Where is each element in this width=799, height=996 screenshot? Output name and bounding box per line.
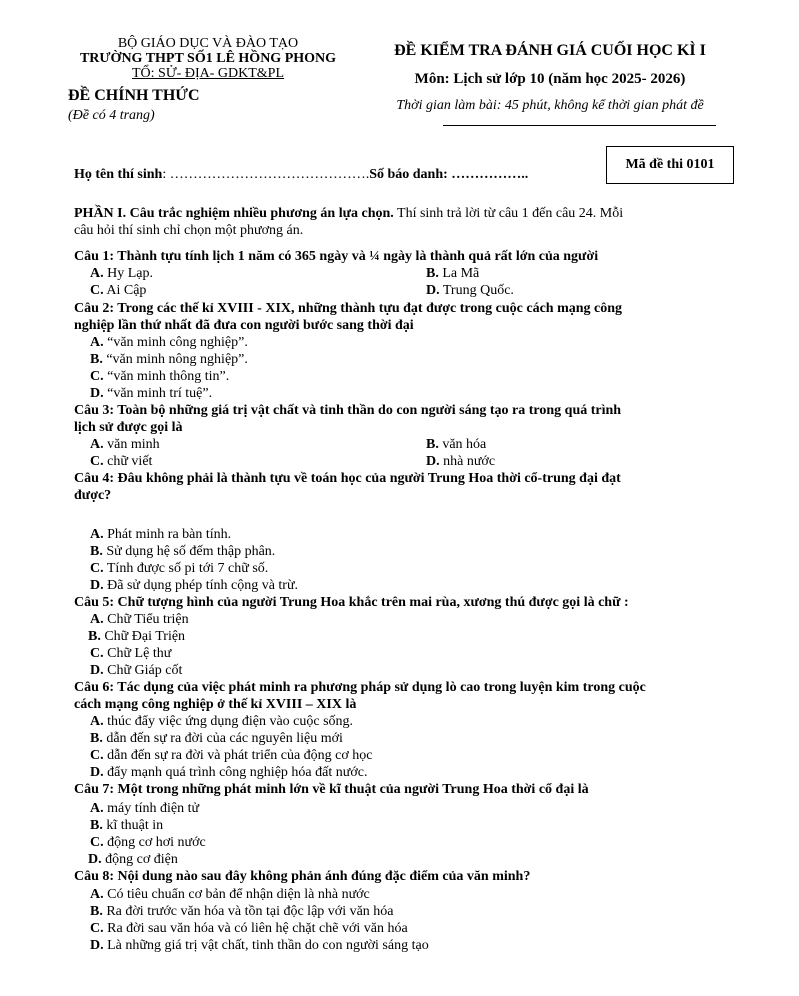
question-4: [74, 470, 734, 504]
option-c[interactable]: C. Tính được số pi tới 7 chữ số.: [90, 561, 269, 576]
candidate-name-label: Họ tên thí sinh: [74, 167, 163, 182]
pages-note: (Đề có 4 trang): [68, 108, 155, 123]
option-b[interactable]: B. Ra đời trước văn hóa và tồn tại độc lập với văn hóa: [90, 904, 394, 919]
option-c[interactable]: C. dẫn đến sự ra đời và phát triển của động cơ học: [90, 748, 373, 763]
option-a[interactable]: A. thúc đẩy việc ứng dụng điện vào cuộc sống.: [90, 714, 354, 729]
option-b[interactable]: B. văn hóa: [426, 437, 487, 452]
option-b[interactable]: B. dẫn đến sự ra đời của các nguyên liệu mới: [90, 731, 343, 746]
department-name: [70, 66, 346, 81]
school-name: TRƯỜNG THPT SỐ1 LÊ HỒNG PHONG: [79, 51, 337, 66]
option-d[interactable]: D. Là những giá trị vật chất, tinh thần do con người sáng tạo: [90, 938, 429, 953]
option-a[interactable]: A. máy tính điện tử: [90, 801, 200, 816]
question-3: [74, 402, 734, 436]
option-b[interactable]: B. Chữ Đại Triện: [88, 629, 186, 644]
question-6: [74, 679, 734, 713]
option-a[interactable]: A. văn minh: [90, 437, 160, 452]
option-d[interactable]: D. “văn minh trí tuệ”.: [90, 386, 213, 401]
option-a[interactable]: A. Chữ Tiểu triện: [90, 612, 189, 627]
option-a[interactable]: A. Hy Lạp.: [90, 266, 154, 281]
question-text: Câu 1: Thành tựu tính lịch 1 năm có 365 ngày và ¼ ngày là thành quả rất lớn của người: [74, 249, 599, 264]
ministry-name: BỘ GIÁO DỤC VÀ ĐÀO TẠO: [117, 36, 299, 51]
candidate-id-dots: ……………..: [447, 167, 529, 182]
section-instruction-1: Thí sinh trả lời từ câu 1 đến câu 24. Mỗi: [393, 206, 624, 221]
option-a[interactable]: A. “văn minh công nghiệp”.: [90, 335, 248, 350]
question-1: [74, 248, 734, 265]
option-d[interactable]: D. Chữ Giáp cốt: [90, 663, 183, 678]
option-b[interactable]: B. kĩ thuật in: [90, 818, 164, 833]
option-a[interactable]: A. Phát minh ra bàn tính.: [90, 527, 232, 542]
option-a[interactable]: A. Có tiêu chuẩn cơ bản để nhận diện là nhà nước: [90, 887, 370, 902]
question-2: [74, 300, 734, 334]
question-5: [74, 594, 734, 611]
option-d[interactable]: D. nhà nước: [426, 454, 496, 469]
option-c[interactable]: C. Chữ Lệ thư: [90, 646, 172, 661]
candidate-line: [74, 166, 528, 183]
exam-time: Thời gian làm bài: 45 phút, không kể thời gian phát đề: [396, 98, 704, 113]
candidate-id-label: Số báo danh:: [369, 167, 448, 182]
department-text: TỔ: SỬ- ĐỊA- GDKT&PL: [131, 66, 285, 81]
exam-code: Mã đề thi 0101: [625, 157, 715, 172]
question-text: lịch sử được gọi là: [74, 420, 183, 435]
question-text: Câu 7: Một trong những phát minh lớn về kĩ thuật của người Trung Hoa thời cổ đại là: [74, 782, 589, 797]
option-c[interactable]: C. Ra đời sau văn hóa và có liên hệ chặt chẽ với văn hóa: [90, 921, 408, 936]
option-c[interactable]: C. “văn minh thông tin”.: [90, 369, 230, 384]
option-d[interactable]: D. đẩy mạnh quá trình công nghiệp hóa đất nước.: [90, 765, 368, 780]
option-d[interactable]: D. động cơ điện: [88, 852, 178, 867]
question-8: [74, 868, 734, 885]
option-d[interactable]: D. Đã sử dụng phép tính cộng và trừ.: [90, 578, 299, 593]
option-c[interactable]: C. động cơ hơi nước: [90, 835, 206, 850]
exam-subject: Môn: Lịch sử lớp 10 (năm học 2025- 2026): [414, 71, 686, 87]
question-text: cách mạng công nghiệp ở thế kỉ XVIII – XIX là: [74, 697, 357, 712]
exam-code-box: [606, 146, 734, 184]
question-text: nghiệp lần thứ nhất đã đưa con người bước sang thời đại: [74, 318, 414, 333]
question-text: Câu 8: Nội dung nào sau đây không phản ánh đúng đặc điểm của văn minh?: [74, 869, 531, 884]
question-text: Câu 6: Tác dụng của việc phát minh ra phương pháp sử dụng lò cao trong luyện kim trong cuộc: [74, 680, 646, 695]
question-text: được?: [74, 488, 112, 503]
option-d[interactable]: D. Trung Quốc.: [426, 283, 514, 298]
candidate-name-dots: : …………………………………….: [162, 167, 370, 182]
option-c[interactable]: C. chữ viết: [90, 454, 153, 469]
question-text: Câu 3: Toàn bộ những giá trị vật chất và tinh thần do con người sáng tạo ra trong quá trình: [74, 403, 622, 418]
exam-title: ĐỀ KIỂM TRA ĐÁNH GIÁ CUỐI HỌC KÌ I: [394, 42, 706, 59]
question-text: Câu 2: Trong các thế kỉ XVIII - XIX, những thành tựu đạt được trong cuộc cách mạng công: [74, 301, 623, 316]
official-label: ĐỀ CHÍNH THỨC: [68, 87, 200, 104]
section-instruction-2: câu hỏi thí sinh chỉ chọn một phương án.: [74, 223, 304, 238]
section-heading: [74, 205, 623, 222]
option-b[interactable]: B. “văn minh nông nghiệp”.: [90, 352, 248, 367]
question-text: Câu 5: Chữ tượng hình của người Trung Hoa khắc trên mai rùa, xương thú được gọi là chữ :: [74, 595, 629, 610]
option-c[interactable]: C. Ai Cập: [90, 283, 147, 298]
header-underline: [443, 125, 716, 126]
section-title: PHẦN I. Câu trắc nghiệm nhiều phương án lựa chọn.: [74, 206, 394, 221]
option-b[interactable]: B. La Mã: [426, 266, 480, 281]
option-b[interactable]: B. Sử dụng hệ số đếm thập phân.: [90, 544, 276, 559]
question-text: Câu 4: Đâu không phải là thành tựu về toán học của người Trung Hoa thời cổ-trung đại đạt: [74, 471, 621, 486]
question-7: [74, 781, 734, 798]
